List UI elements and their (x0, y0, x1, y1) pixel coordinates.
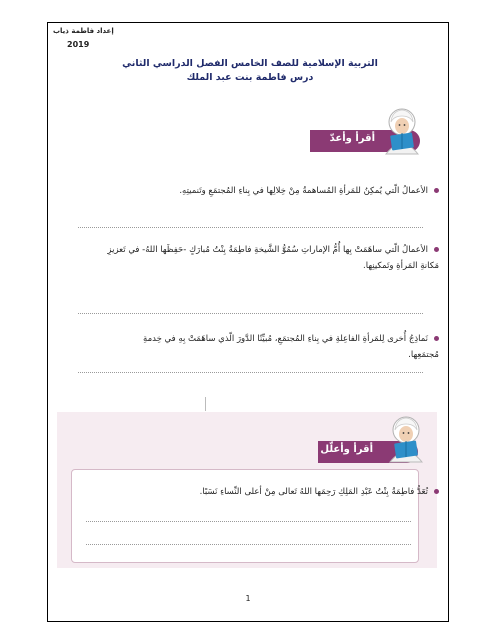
answer-line[interactable] (78, 227, 423, 228)
read-reason-label: أقرأ وأعلّل (320, 444, 373, 455)
bullet-icon (434, 336, 439, 341)
question-item: الأعمالُ الّتي ساهَمَتْ بِها أُمُّ الإماراتِ سُمُوُّ الشَّيخةِ فاطِمَةُ بِنْتُ مُبارَكٍ -حَفِظَها اللهُ- في تَعزيزِ مَكانةِ المَرأةِ وتَمكينِها. (107, 245, 439, 272)
question-item: تُعَدُّ فاطِمَةُ بِنْتُ عَبْدِ المَلِكِ رَحِمَها اللهُ تَعالى مِنْ أعلى النِّساءِ نَسَبًا. (119, 484, 439, 500)
bullet-icon (434, 489, 439, 494)
read-prepare-label: أقرأ وأعدّ (329, 133, 375, 144)
answer-line[interactable] (86, 521, 411, 522)
question-item: الأعمالُ الّتي يُمكِنُ للمَرأةِ المُساهمةُ مِنْ خِلالِها في بِناءِ المُجتمَعِ وتَنميتِهِ. (119, 183, 439, 199)
answer-line[interactable] (78, 313, 423, 314)
year-label: 2019 (67, 40, 90, 49)
divider-tick (205, 397, 206, 411)
author-credit: إعداد فاطمة ذياب (53, 27, 114, 35)
answer-line[interactable] (86, 544, 411, 545)
page-number: 1 (245, 594, 251, 603)
page-title: التربية الإسلامية للصف الخامس الفصل الدراسي الثاني (122, 58, 378, 69)
bullet-icon (434, 247, 439, 252)
student-reading-icon (384, 410, 428, 466)
question-item: نَماذِجُ أُخرى لِلمَرأةِ الفاعِلةِ في بِناءِ المُجتمَعِ، مُبيِّنًا الدَّورَ الّذي ساهَمَتْ بِهِ في خِدمةِ مُجتمَعِها. (143, 334, 439, 361)
lesson-title: درس فاطمة بنت عبد الملك (186, 72, 314, 83)
student-reading-icon (380, 102, 424, 158)
answer-line[interactable] (78, 372, 423, 373)
bullet-icon (434, 188, 439, 193)
